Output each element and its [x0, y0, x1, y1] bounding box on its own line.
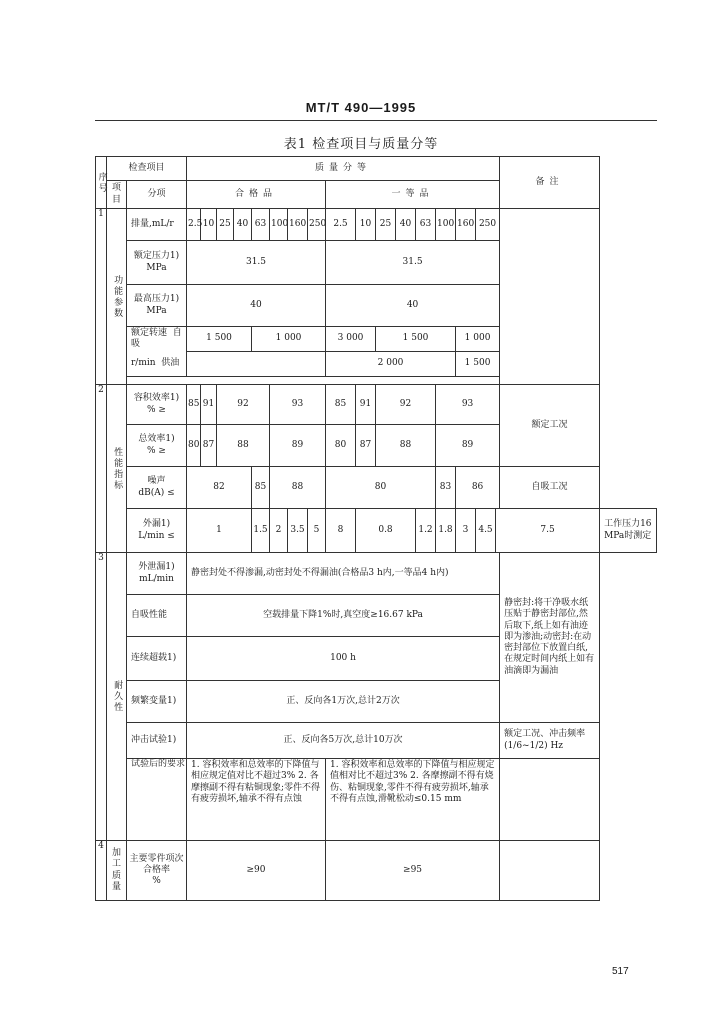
- rated-pressure-label: 额定压力1) MPa: [127, 241, 187, 285]
- ext-leak-f-3: 1.8: [436, 509, 456, 553]
- speed-supply-1: 2 000: [326, 352, 456, 377]
- group-2-no: 2: [96, 385, 107, 553]
- total-eff-q-4: 89: [270, 425, 326, 467]
- seep-text: 静密封处不得渗漏,动密封处不得漏油(合格品3 h内,一等品4 h内): [187, 553, 500, 595]
- vol-eff-label-text: 容积效率1): [133, 393, 180, 404]
- alternating-label: 频繁变量1): [127, 681, 187, 723]
- self-suction-label: 自吸性能: [127, 595, 187, 637]
- pass-rate-label: [127, 841, 187, 901]
- group-1-no: 1: [96, 209, 107, 385]
- rated-speed-unit: r/min: [131, 358, 156, 369]
- vol-eff-label: [127, 385, 187, 425]
- disp-q-4: 40: [234, 209, 252, 241]
- group-1-spacer: [127, 377, 500, 385]
- standard-number: MT/T 490—1995: [305, 100, 417, 115]
- vol-eff-f-3: 92: [376, 385, 436, 425]
- noise-f-2: 83: [436, 467, 456, 509]
- pass-rate-unit: %: [152, 876, 161, 887]
- quality-grade-header: 质量分等: [187, 157, 500, 181]
- vol-eff-f-1: 85: [326, 385, 356, 425]
- speed-supply-qualified: [187, 352, 326, 377]
- continuous-overload-label: 连续超载1): [127, 637, 187, 681]
- after-test-remark: [500, 759, 600, 841]
- speed-f-3: 1 000: [456, 327, 500, 352]
- total-eff-f-2: 87: [356, 425, 376, 467]
- inspection-item-header: 检查项目: [107, 157, 187, 181]
- pass-rate-first: ≥95: [326, 841, 500, 901]
- ext-leak-q-3: 2: [270, 509, 288, 553]
- vol-eff-unit: % ≥: [147, 404, 166, 415]
- vol-eff-q-2: 91: [201, 385, 217, 425]
- seep-label: [127, 553, 187, 595]
- disp-q-3: 25: [217, 209, 234, 241]
- disp-f-8: 250: [476, 209, 500, 241]
- noise-unit: dB(A) ≤: [138, 487, 175, 498]
- noise-q-3: 88: [270, 467, 326, 509]
- disp-f-3: 25: [376, 209, 396, 241]
- vol-eff-q-4: 93: [270, 385, 326, 425]
- self-suction-text: 空载排量下降1%时,真空度≥16.67 kPa: [187, 595, 500, 637]
- alternating-text: 正、反向各1万次,总计2万次: [187, 681, 500, 723]
- sub-item-header: 分项: [127, 181, 187, 209]
- remarks-header: 备注: [500, 157, 600, 209]
- max-pressure-label: 最高压力1) MPa: [127, 285, 187, 327]
- group-3-no: 3: [96, 553, 107, 841]
- after-test-label: 试验后的要求: [127, 759, 187, 841]
- disp-q-1: 2.5: [187, 209, 201, 241]
- impact-text: 正、反向各5万次,总计10万次: [187, 723, 500, 759]
- group-1-remark: [500, 209, 600, 385]
- impact-remark: 额定工况、冲击频率(1/6~1/2) Hz: [500, 723, 600, 759]
- disp-f-5: 63: [416, 209, 436, 241]
- pass-rate-qualified: ≥90: [187, 841, 326, 901]
- ext-leak-f-2: 1.2: [416, 509, 436, 553]
- group-1-name: 功能参数: [107, 209, 127, 385]
- rated-speed-unit-row: [127, 352, 187, 377]
- group-2-name: 性能指标: [107, 385, 127, 553]
- disp-q-7: 160: [288, 209, 308, 241]
- first-class-header: 一等品: [326, 181, 500, 209]
- after-test-first: 1. 容积效率和总效率的下降值与相应规定值相对比不超过3% 2. 各摩擦副不得有烧伤、粘铜现象,零件不得有疲劳损坏,轴承不得有点蚀,滑靴松动≤0.15 mm: [326, 759, 500, 841]
- after-test-qualified: 1. 容积效率和总效率的下降值与相应规定值对比不超过3% 2. 各摩擦副不得有粘铜现象;零件不得有疲劳损坏,轴承不得有点蚀: [187, 759, 326, 841]
- group-4-no: 4: [96, 841, 107, 901]
- noise-f-1: 80: [326, 467, 436, 509]
- seq-header: 序号: [96, 157, 107, 209]
- speed-f-1: 3 000: [326, 327, 376, 352]
- total-eff-f-1: 80: [326, 425, 356, 467]
- noise-label-text: 噪声: [147, 476, 166, 487]
- seep-label-text: 外泄漏1): [138, 562, 175, 573]
- speed-f-2: 1 500: [376, 327, 456, 352]
- vol-eff-f-2: 91: [356, 385, 376, 425]
- pass-rate-remark: [500, 841, 600, 901]
- rated-speed-label-text: 额定转速: [131, 328, 168, 338]
- noise-remark: 自吸工况: [500, 467, 600, 509]
- disp-q-6: 100: [270, 209, 288, 241]
- ext-leak-unit: L/min ≤: [138, 530, 175, 541]
- disp-q-8: 250: [308, 209, 326, 241]
- ext-leak-f-5: 4.5: [476, 509, 496, 553]
- disp-q-5: 63: [252, 209, 270, 241]
- ext-leak-label: [127, 509, 187, 553]
- ext-leak-label-text: 外漏1): [142, 519, 171, 530]
- disp-q-2: 10: [201, 209, 217, 241]
- disp-f-7: 160: [456, 209, 476, 241]
- vol-eff-q-1: 85: [187, 385, 201, 425]
- total-eff-f-3: 88: [376, 425, 436, 467]
- ext-leak-q-5: 5: [308, 509, 326, 553]
- vol-eff-q-3: 92: [217, 385, 270, 425]
- efficiency-remark: 额定工况: [500, 385, 600, 467]
- self-suction-label: 自吸: [131, 328, 182, 350]
- rated-pressure-first: 31.5: [326, 241, 500, 285]
- max-pressure-first: 40: [326, 285, 500, 327]
- impact-label: 冲击试验1): [127, 723, 187, 759]
- header-rule: [95, 120, 657, 121]
- group-3-name: 耐久性: [107, 553, 127, 841]
- table-caption: 表1 检查项目与质量分等: [283, 137, 439, 152]
- disp-f-4: 40: [396, 209, 416, 241]
- total-eff-label-text: 总效率1): [138, 434, 175, 445]
- total-eff-unit: % ≥: [147, 445, 166, 456]
- ext-leak-f-6: 7.5: [496, 509, 600, 553]
- total-eff-q-2: 87: [201, 425, 217, 467]
- ext-leak-remark: 工作压力16 MPa时测定: [600, 509, 657, 553]
- disp-f-6: 100: [436, 209, 456, 241]
- total-eff-q-3: 88: [217, 425, 270, 467]
- qualified-header: 合格品: [187, 181, 326, 209]
- item-header: 项目: [107, 181, 127, 209]
- group-4-name: 加工质量: [107, 841, 127, 901]
- ext-leak-q-2: 1.5: [252, 509, 270, 553]
- rated-speed-label: [127, 327, 187, 352]
- seep-remark: 静密封:将干净吸水纸压贴于静密封部位,然后取下,纸上如有油迹即为渗油;动密封:在动密封部位下放置白纸,在规定时间内纸上如有油滴即为漏油: [500, 553, 600, 723]
- ext-leak-q-6: 8: [326, 509, 356, 553]
- total-eff-q-1: 80: [187, 425, 201, 467]
- speed-q-2: 1 000: [252, 327, 326, 352]
- quality-grade-table: [95, 156, 657, 901]
- noise-q-2: 85: [252, 467, 270, 509]
- total-eff-f-4: 89: [436, 425, 500, 467]
- rated-pressure-qualified: 31.5: [187, 241, 326, 285]
- vol-eff-f-4: 93: [436, 385, 500, 425]
- noise-q-1: 82: [187, 467, 252, 509]
- speed-supply-2: 1 500: [456, 352, 500, 377]
- displacement-label: 排量,mL/r: [127, 209, 187, 241]
- pass-rate-label-text: 主要零件项次合格率: [129, 853, 184, 875]
- disp-f-1: 2.5: [326, 209, 356, 241]
- page-number: 517: [612, 966, 629, 977]
- noise-label: [127, 467, 187, 509]
- seep-unit: mL/min: [139, 573, 174, 584]
- continuous-overload-text: 100 h: [187, 637, 500, 681]
- ext-leak-f-1: 0.8: [356, 509, 416, 553]
- disp-f-2: 10: [356, 209, 376, 241]
- noise-f-3: 86: [456, 467, 500, 509]
- ext-leak-q-4: 3.5: [288, 509, 308, 553]
- total-eff-label: [127, 425, 187, 467]
- supply-label: 供油: [161, 358, 180, 369]
- ext-leak-f-4: 3: [456, 509, 476, 553]
- ext-leak-q-1: 1: [187, 509, 252, 553]
- speed-q-1: 1 500: [187, 327, 252, 352]
- max-pressure-qualified: 40: [187, 285, 326, 327]
